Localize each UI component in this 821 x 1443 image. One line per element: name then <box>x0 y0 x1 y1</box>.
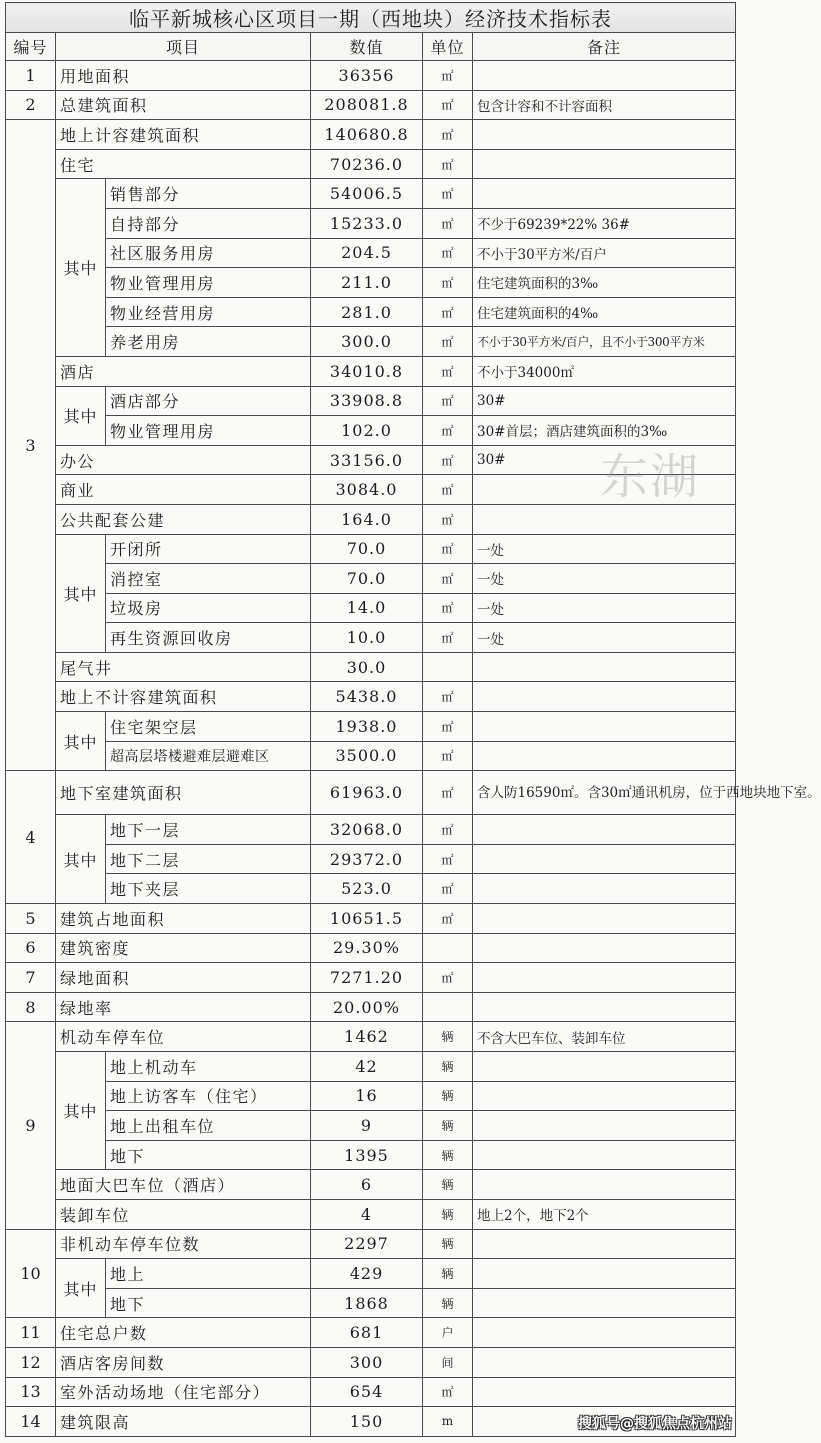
value-cell: 34010.8 <box>311 356 423 386</box>
row-number: 10 <box>6 1229 56 1318</box>
subgroup-label: 其中 <box>56 179 106 357</box>
value-cell: 523.0 <box>311 874 423 904</box>
note-cell: 一处 <box>473 623 736 653</box>
table-row <box>6 1111 736 1141</box>
watermark-source-label: 搜狐号@搜狐焦点杭州站 <box>578 1416 732 1432</box>
note-cell <box>473 1288 736 1318</box>
unit-cell: m <box>423 1407 473 1437</box>
unit-cell: ㎡ <box>423 904 473 934</box>
item-label: 地上 <box>106 1259 311 1289</box>
unit-cell: 辆 <box>423 1081 473 1111</box>
unit-cell: ㎡ <box>423 268 473 298</box>
item-label: 酒店 <box>56 356 311 386</box>
note-cell <box>473 179 736 209</box>
unit-cell: ㎡ <box>423 712 473 742</box>
table-row <box>6 815 736 845</box>
note-cell: 一处 <box>473 593 736 623</box>
item-label: 公共配套公建 <box>56 504 311 534</box>
table-row <box>6 1081 736 1111</box>
unit-cell: ㎡ <box>423 297 473 327</box>
row-number: 12 <box>6 1347 56 1377</box>
value-cell: 150 <box>311 1407 423 1437</box>
item-label: 物业经营用房 <box>106 297 311 327</box>
value-cell: 164.0 <box>311 504 423 534</box>
note-cell <box>473 1081 736 1111</box>
row-number: 3 <box>6 120 56 771</box>
unit-cell: ㎡ <box>423 874 473 904</box>
unit-cell: ㎡ <box>423 327 473 357</box>
table-row <box>6 771 736 815</box>
note-cell <box>473 1052 736 1082</box>
value-cell: 61963.0 <box>311 771 423 815</box>
row-number: 2 <box>6 90 56 120</box>
item-label: 住宅架空层 <box>106 712 311 742</box>
item-label: 机动车停车位 <box>56 1022 311 1052</box>
subgroup-label: 其中 <box>56 815 106 904</box>
unit-cell: ㎡ <box>423 356 473 386</box>
note-cell: 不小于30平方米/百户 <box>473 238 736 268</box>
item-label: 消控室 <box>106 564 311 594</box>
value-cell: 3084.0 <box>311 475 423 505</box>
unit-cell <box>423 933 473 963</box>
row-number: 6 <box>6 933 56 963</box>
table-row <box>6 741 736 771</box>
note-cell <box>473 815 736 845</box>
unit-cell: ㎡ <box>423 208 473 238</box>
subgroup-label: 其中 <box>56 386 106 445</box>
note-cell <box>473 963 736 993</box>
table-row <box>6 475 736 505</box>
item-label: 自持部分 <box>106 208 311 238</box>
note-cell: 不少于69239*22% 36# <box>473 208 736 238</box>
value-cell: 4 <box>311 1199 423 1229</box>
value-cell: 15233.0 <box>311 208 423 238</box>
value-cell: 204.5 <box>311 238 423 268</box>
table-row <box>6 682 736 712</box>
item-label: 酒店部分 <box>106 386 311 416</box>
item-label: 地下 <box>106 1140 311 1170</box>
row-number: 11 <box>6 1318 56 1348</box>
note-cell: 地上2个，地下2个 <box>473 1199 736 1229</box>
unit-cell: 辆 <box>423 1052 473 1082</box>
table-row <box>6 1377 736 1407</box>
item-label: 建筑占地面积 <box>56 904 311 934</box>
table-row <box>6 1140 736 1170</box>
item-label: 地上机动车 <box>106 1052 311 1082</box>
unit-cell: ㎡ <box>423 1377 473 1407</box>
table-row <box>6 534 736 564</box>
unit-cell: 辆 <box>423 1259 473 1289</box>
unit-cell: ㎡ <box>423 771 473 815</box>
value-cell: 33156.0 <box>311 445 423 475</box>
note-cell: 不小于30平方米/百户，且不小于300平方米 <box>473 327 736 357</box>
note-cell <box>473 652 736 682</box>
value-cell: 30.0 <box>311 652 423 682</box>
unit-cell: ㎡ <box>423 504 473 534</box>
row-number: 4 <box>6 771 56 904</box>
unit-cell: 辆 <box>423 1229 473 1259</box>
note-cell: 含人防16590㎡。含30㎡通讯机房，位于西地块地下室。 <box>473 771 736 815</box>
note-cell <box>473 682 736 712</box>
table-row <box>6 992 736 1022</box>
unit-cell: 间 <box>423 1347 473 1377</box>
item-label: 绿地面积 <box>56 963 311 993</box>
item-label: 开闭所 <box>106 534 311 564</box>
unit-cell: ㎡ <box>423 416 473 446</box>
item-label: 总建筑面积 <box>56 90 311 120</box>
unit-cell: 辆 <box>423 1170 473 1200</box>
unit-cell: 辆 <box>423 1288 473 1318</box>
value-cell: 429 <box>311 1259 423 1289</box>
unit-cell: 辆 <box>423 1140 473 1170</box>
item-label: 地面大巴车位（酒店） <box>56 1170 311 1200</box>
note-cell: 30#首层；酒店建筑面积的3‰ <box>473 416 736 446</box>
item-label: 用地面积 <box>56 61 311 91</box>
value-cell: 42 <box>311 1052 423 1082</box>
value-cell: 2297 <box>311 1229 423 1259</box>
table-row <box>6 564 736 594</box>
note-cell <box>473 1111 736 1141</box>
value-cell: 1395 <box>311 1140 423 1170</box>
value-cell: 29.30% <box>311 933 423 963</box>
item-label: 养老用房 <box>106 327 311 357</box>
header-unit: 单位 <box>423 33 473 61</box>
table-row <box>6 904 736 934</box>
table-row <box>6 1407 736 1437</box>
subgroup-label: 其中 <box>56 712 106 771</box>
table-row <box>6 238 736 268</box>
value-cell: 33908.8 <box>311 386 423 416</box>
item-label: 地上不计容建筑面积 <box>56 682 311 712</box>
value-cell: 3500.0 <box>311 741 423 771</box>
note-cell <box>473 120 736 150</box>
value-cell: 102.0 <box>311 416 423 446</box>
row-number: 14 <box>6 1407 56 1437</box>
value-cell: 20.00% <box>311 992 423 1022</box>
note-cell <box>473 1347 736 1377</box>
note-cell: 一处 <box>473 534 736 564</box>
unit-cell: ㎡ <box>423 90 473 120</box>
table-row <box>6 268 736 298</box>
table-row <box>6 1347 736 1377</box>
subgroup-label: 其中 <box>56 534 106 652</box>
unit-cell: ㎡ <box>423 386 473 416</box>
indicator-table <box>5 2 821 1437</box>
table-row <box>6 149 736 179</box>
item-label: 地下一层 <box>106 815 311 845</box>
value-cell: 9 <box>311 1111 423 1141</box>
item-label: 物业管理用房 <box>106 268 311 298</box>
table-row <box>6 386 736 416</box>
note-cell: 30# <box>473 386 736 416</box>
note-cell <box>473 1140 736 1170</box>
table-row <box>6 593 736 623</box>
unit-cell: ㎡ <box>423 534 473 564</box>
table-row <box>6 844 736 874</box>
table-row <box>6 874 736 904</box>
table-row <box>6 1229 736 1259</box>
table-row <box>6 327 736 357</box>
unit-cell: 辆 <box>423 1022 473 1052</box>
item-label: 地下二层 <box>106 844 311 874</box>
value-cell: 70.0 <box>311 564 423 594</box>
unit-cell: ㎡ <box>423 963 473 993</box>
value-cell: 681 <box>311 1318 423 1348</box>
item-label: 垃圾房 <box>106 593 311 623</box>
note-cell <box>473 874 736 904</box>
note-cell <box>473 1259 736 1289</box>
table-row <box>6 504 736 534</box>
value-cell: 7271.20 <box>311 963 423 993</box>
table-row <box>6 1052 736 1082</box>
value-cell: 208081.8 <box>311 90 423 120</box>
item-label: 地上计容建筑面积 <box>56 120 311 150</box>
unit-cell: ㎡ <box>423 844 473 874</box>
item-label: 建筑限高 <box>56 1407 311 1437</box>
value-cell: 54006.5 <box>311 179 423 209</box>
table-row <box>6 445 736 475</box>
value-cell: 70236.0 <box>311 149 423 179</box>
unit-cell: ㎡ <box>423 179 473 209</box>
value-cell: 140680.8 <box>311 120 423 150</box>
note-cell <box>473 992 736 1022</box>
item-label: 销售部分 <box>106 179 311 209</box>
note-cell <box>473 712 736 742</box>
table-row <box>6 356 736 386</box>
value-cell: 281.0 <box>311 297 423 327</box>
table-row <box>6 933 736 963</box>
unit-cell <box>423 652 473 682</box>
table-row <box>6 1170 736 1200</box>
item-label: 地下 <box>106 1288 311 1318</box>
value-cell: 29372.0 <box>311 844 423 874</box>
note-cell <box>473 504 736 534</box>
item-label: 办公 <box>56 445 311 475</box>
subgroup-label: 其中 <box>56 1259 106 1318</box>
unit-cell: 辆 <box>423 1111 473 1141</box>
unit-cell: ㎡ <box>423 120 473 150</box>
note-cell <box>473 475 736 505</box>
unit-cell: ㎡ <box>423 61 473 91</box>
item-label: 社区服务用房 <box>106 238 311 268</box>
item-label: 尾气井 <box>56 652 311 682</box>
value-cell: 10.0 <box>311 623 423 653</box>
unit-cell: ㎡ <box>423 741 473 771</box>
header-row <box>6 33 736 61</box>
value-cell: 16 <box>311 1081 423 1111</box>
value-cell: 5438.0 <box>311 682 423 712</box>
item-label: 物业管理用房 <box>106 416 311 446</box>
item-label: 住宅总户数 <box>56 1318 311 1348</box>
value-cell: 300 <box>311 1347 423 1377</box>
value-cell: 654 <box>311 1377 423 1407</box>
table-row <box>6 90 736 120</box>
unit-cell: ㎡ <box>423 815 473 845</box>
value-cell: 1938.0 <box>311 712 423 742</box>
row-number: 13 <box>6 1377 56 1407</box>
note-cell <box>473 1229 736 1259</box>
item-label: 地上访客车（住宅） <box>106 1081 311 1111</box>
unit-cell: ㎡ <box>423 238 473 268</box>
value-cell: 1868 <box>311 1288 423 1318</box>
table-row <box>6 1318 736 1348</box>
table-row <box>6 712 736 742</box>
table-row <box>6 623 736 653</box>
note-cell <box>473 1407 736 1437</box>
item-label: 商业 <box>56 475 311 505</box>
unit-cell: ㎡ <box>423 593 473 623</box>
value-cell: 32068.0 <box>311 815 423 845</box>
item-label: 绿地率 <box>56 992 311 1022</box>
item-label: 超高层塔楼避难层避难区 <box>106 741 311 771</box>
table-row <box>6 1199 736 1229</box>
value-cell: 6 <box>311 1170 423 1200</box>
table-row <box>6 297 736 327</box>
unit-cell: ㎡ <box>423 564 473 594</box>
unit-cell: ㎡ <box>423 682 473 712</box>
item-label: 地上出租车位 <box>106 1111 311 1141</box>
row-number: 9 <box>6 1022 56 1229</box>
value-cell: 70.0 <box>311 534 423 564</box>
note-cell: 住宅建筑面积的4‰ <box>473 297 736 327</box>
table-row <box>6 652 736 682</box>
note-cell <box>473 1318 736 1348</box>
table-body <box>6 61 821 1437</box>
header-value: 数值 <box>311 33 423 61</box>
note-cell: 30# <box>473 445 736 475</box>
watermark-lake-text: 东湖 <box>600 449 701 505</box>
table-row <box>6 179 736 209</box>
unit-cell: ㎡ <box>423 475 473 505</box>
row-number: 7 <box>6 963 56 993</box>
item-label: 酒店客房间数 <box>56 1347 311 1377</box>
note-cell: 包含计容和不计容面积 <box>473 90 736 120</box>
note-cell <box>473 1170 736 1200</box>
note-cell: 不含大巴车位、装卸车位 <box>473 1022 736 1052</box>
row-number: 5 <box>6 904 56 934</box>
unit-cell: 辆 <box>423 1199 473 1229</box>
item-label: 装卸车位 <box>56 1199 311 1229</box>
table-row <box>6 416 736 446</box>
note-cell: 不小于34000㎡ <box>473 356 736 386</box>
unit-cell: ㎡ <box>423 149 473 179</box>
value-cell: 10651.5 <box>311 904 423 934</box>
note-cell <box>473 904 736 934</box>
table-row <box>6 120 736 150</box>
row-number: 1 <box>6 61 56 91</box>
table-row <box>6 963 736 993</box>
table-row <box>6 1022 736 1052</box>
note-cell <box>473 61 736 91</box>
table-row <box>6 1288 736 1318</box>
table-row <box>6 208 736 238</box>
note-cell <box>473 844 736 874</box>
unit-cell: ㎡ <box>423 445 473 475</box>
table-row <box>6 1259 736 1289</box>
unit-cell: ㎡ <box>423 623 473 653</box>
item-label: 建筑密度 <box>56 933 311 963</box>
item-label: 室外活动场地（住宅部分） <box>56 1377 311 1407</box>
title-row <box>6 3 736 33</box>
value-cell: 36356 <box>311 61 423 91</box>
subgroup-label: 其中 <box>56 1052 106 1170</box>
note-cell <box>473 741 736 771</box>
item-label: 住宅 <box>56 149 311 179</box>
item-label: 地下夹层 <box>106 874 311 904</box>
note-cell <box>473 933 736 963</box>
value-cell: 300.0 <box>311 327 423 357</box>
header-item: 项目 <box>56 33 311 61</box>
note-cell <box>473 149 736 179</box>
unit-cell: 户 <box>423 1318 473 1348</box>
value-cell: 1462 <box>311 1022 423 1052</box>
note-cell: 一处 <box>473 564 736 594</box>
table-title: 临平新城核心区项目一期（西地块）经济技术指标表 <box>6 3 736 33</box>
header-note: 备注 <box>473 33 736 61</box>
item-label: 地下室建筑面积 <box>56 771 311 815</box>
value-cell: 14.0 <box>311 593 423 623</box>
row-number: 8 <box>6 992 56 1022</box>
item-label: 再生资源回收房 <box>106 623 311 653</box>
value-cell: 211.0 <box>311 268 423 298</box>
table-row <box>6 61 736 91</box>
unit-cell <box>423 992 473 1022</box>
header-no: 编号 <box>6 33 56 61</box>
note-cell: 住宅建筑面积的3‰ <box>473 268 736 298</box>
item-label: 非机动车停车位数 <box>56 1229 311 1259</box>
note-cell <box>473 1377 736 1407</box>
